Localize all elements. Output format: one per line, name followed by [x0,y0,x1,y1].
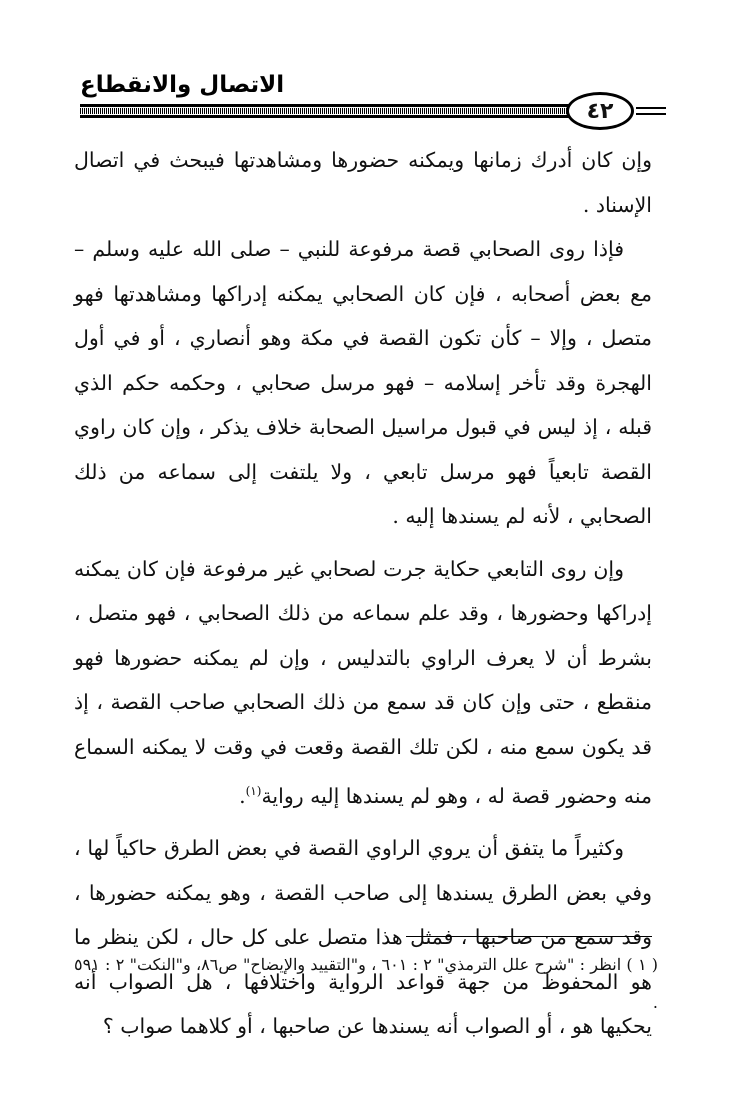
footnote-separator [406,936,652,937]
paragraph-end: . [239,783,246,808]
header-rule [80,104,604,118]
paragraph: وكثيراً ما يتفق أن يروي الراوي القصة في بعض الطرق حاكياً لها ، وفي بعض الطرق يسندها إلى صاحب القصة ، وهو يمكنه حضورها ، وقد سمع من صاحبها ، فمثل هذا متصل على كل حال ، لكن ينظر ما هو المحفوظ من جهة قواعد الرواية واختلافها ، هل الصواب أنه يحكيها هو ، أو الصواب أنه يسندها عن صاحبها ، أو كلاهما صواب ؟ [74,836,652,1039]
paragraph-text: وإن روى التابعي حكاية جرت لصحابي غير مرفوعة فإن كان يمكنه إدراكها وحضورها ، وقد علم سماعه من ذلك الصحابي ، فهو متصل ، بشرط أن لا يعرف الراوي بالتدليس ، وإن لم يمكنه حضورها فهو منقطع ، حتى وإن كان قد سمع من ذلك الصحابي صاحب القصة ، إذ قد يكون سمع منه ، لكن تلك القصة وقعت في وقت لا يمكنه السماع منه وحضور قصة له ، وهو لم يسندها إليه رواية [74,556,652,808]
footnote-reference[interactable]: (١) [245,784,262,798]
paragraph [74,547,652,819]
paragraph: وإن كان أدرك زمانها ويمكنه حضورها ومشاهدتها فيبحث في اتصال الإسناد . [74,148,652,217]
running-header-title: الاتصال والانقطاع [80,72,285,98]
header-rule-right [636,104,666,118]
footnote: ( ١ ) انظر : "شرح علل الترمذي" ٢ : ٦٠١ ، و"التقييد والإيضاح" ص٨٦، و"النكت" ٢ : ٥٩١ . [74,955,659,1012]
page-number: ٤٢ [566,92,634,130]
paragraph: فإذا روى الصحابي قصة مرفوعة للنبي – صلى الله عليه وسلم – مع بعض أصحابه ، فإن كان الصحابي يمكنه إدراكها ومشاهدتها فهو متصل ، وإلا – كأن تكون القصة في مكة وهو أنصاري ، أو في أول الهجرة وقد تأخر إسلامه – فهو مرسل صحابي ، وحكمه حكم الذي قبله ، إذ ليس في قبول مراسيل الصحابة خلاف يذكر ، وإن كان راوي القصة تابعياً فهو مرسل تابعي ، ولا يلتفت إلى سماعه من ذلك الصحابي ، لأنه لم يسندها إليه . [74,237,652,528]
main-text [74,138,652,1049]
